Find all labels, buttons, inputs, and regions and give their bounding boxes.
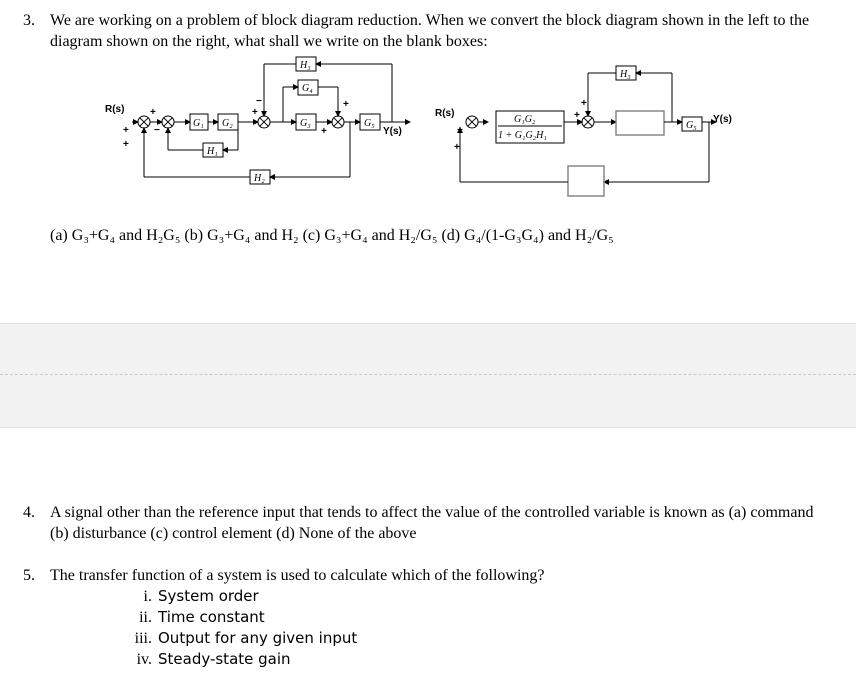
block-g5: G₅ [364, 118, 375, 129]
question-text: We are working on a problem of block diagram reduction. When we convert the block diagram shown in the left to the diagram shown on the right, what shall we write on the blank boxes: [50, 12, 810, 50]
question-number: 3. [23, 12, 35, 29]
svg-text:+: + [574, 110, 580, 121]
block-h1: H₁ [207, 146, 218, 157]
list-item: ii. Time constant [139, 608, 265, 626]
list-item: iv. Steady-state gain [136, 650, 291, 668]
question-5-options [130, 586, 357, 670]
block-g3: G₃ [300, 118, 311, 129]
question-3-options: (a) G₃+G₄ and H₂G₅ (b) G₃+G₄ and H₂ (c) G₃+G₄ and H₂/G₅ (d) G₄/(1-G₃G₄) and H₂/G₅ [50, 227, 614, 244]
tf-denominator: 1 + G₁G₂H₁ [498, 130, 547, 141]
block-g2: G₂ [222, 118, 233, 129]
svg-text:+: + [581, 98, 587, 109]
blank-box-forward [616, 111, 664, 135]
svg-text:+: + [321, 126, 327, 137]
block-diagram-figure [0, 45, 856, 245]
svg-text:−: − [154, 125, 160, 136]
block-h2: H₂ [254, 173, 265, 184]
svg-text:+: + [123, 125, 129, 136]
question-4 [23, 502, 823, 544]
blank-box-feedback [568, 166, 604, 196]
answer-separator-panel [0, 323, 856, 428]
question-text: A signal other than the reference input that tends to affect the value of the controlled variable is known as (a) command (b) disturbance (c) control element (d) None of the above [50, 504, 814, 542]
block-g4: G₄ [302, 83, 313, 94]
svg-text:+: + [150, 107, 156, 118]
dashed-divider [0, 374, 856, 375]
block-g1: G₁ [193, 118, 204, 129]
svg-text:+: + [252, 107, 258, 118]
svg-text:+: + [123, 139, 129, 150]
question-5 [23, 565, 823, 586]
question-number: 5. [23, 567, 35, 584]
svg-text:−: − [256, 96, 262, 107]
question-number: 4. [23, 504, 35, 521]
input-label: R(s) [105, 104, 125, 115]
list-item: iii. Output for any given input [134, 629, 358, 647]
question-text: The transfer function of a system is used to calculate which of the following? [50, 567, 545, 584]
output-label: Y(s) [383, 126, 402, 137]
block-g5-right: G₅ [686, 120, 697, 131]
input-label-right: R(s) [435, 108, 455, 119]
svg-text:+: + [454, 142, 460, 153]
svg-text:+: + [457, 125, 463, 136]
block-h3: H₃ [300, 60, 311, 71]
list-item: i. System order [143, 587, 259, 605]
tf-numerator: G₁G₂ [514, 114, 536, 125]
block-h3-right: H₃ [620, 69, 631, 80]
svg-text:+: + [343, 99, 349, 110]
output-label-right: Y(s) [713, 114, 732, 125]
